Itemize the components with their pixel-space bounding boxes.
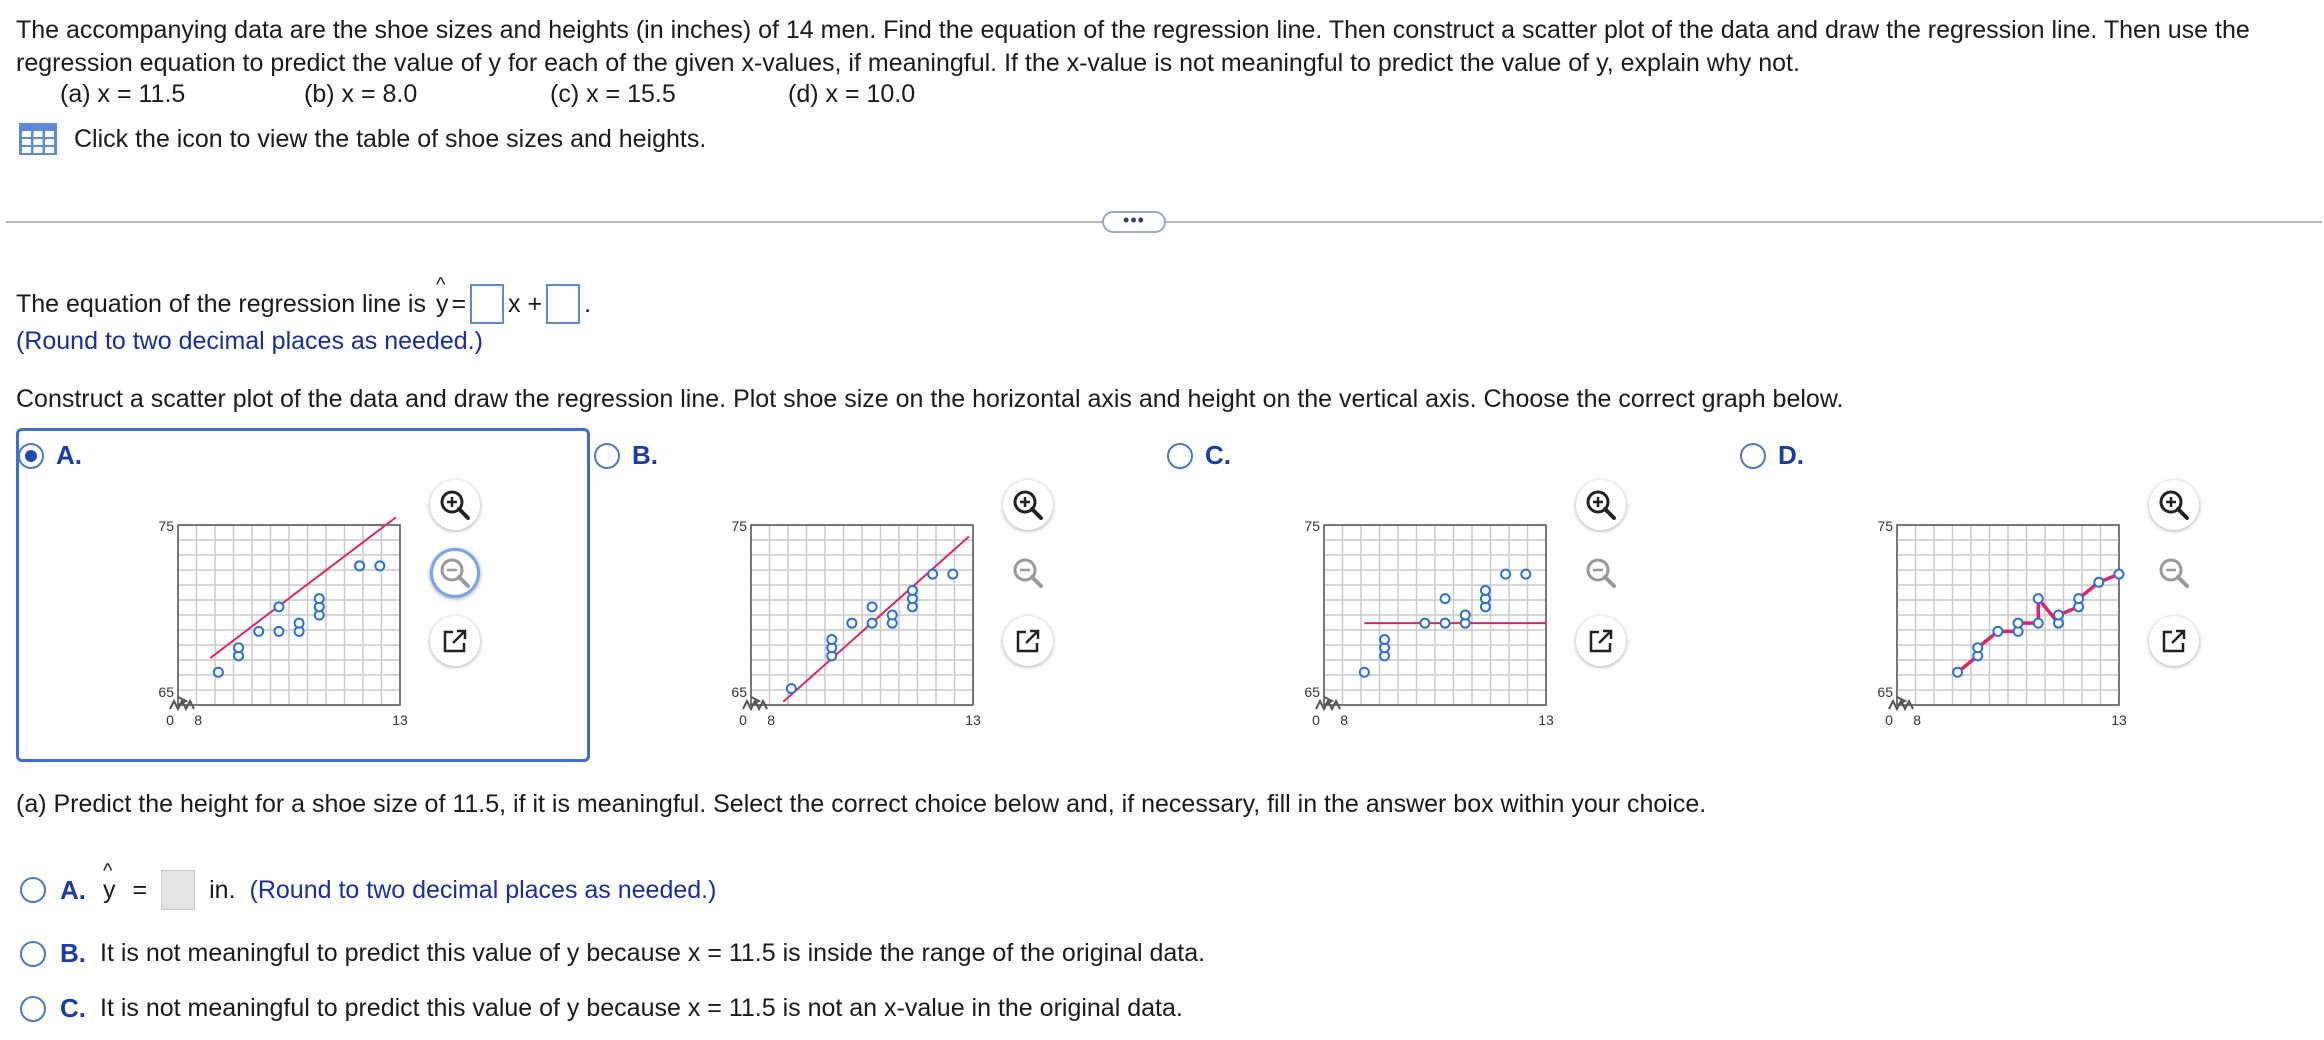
y-tick-label: 65	[731, 684, 747, 700]
data-point	[1380, 635, 1389, 644]
round-note: (Round to two decimal places as needed.)	[16, 327, 483, 355]
answer-radio-b[interactable]	[20, 941, 46, 967]
x-tick-label: 13	[2111, 712, 2127, 725]
equation-prefix: The equation of the regression line is	[16, 289, 426, 318]
x-tick-label: 0	[166, 712, 174, 725]
data-point	[1441, 594, 1450, 603]
external-link-icon[interactable]	[1003, 616, 1053, 666]
part-c-label: (c) x = 15.5	[550, 80, 676, 108]
answer-radio-c[interactable]	[20, 996, 46, 1022]
data-point	[315, 594, 324, 603]
data-point	[375, 561, 384, 570]
graph-choice-c[interactable]	[1167, 440, 1231, 471]
x-tick-label: 13	[965, 712, 981, 725]
data-point	[214, 668, 223, 677]
part-a-label: (a) x = 11.5	[60, 80, 186, 108]
x-tick-label: 8	[1913, 712, 1922, 725]
scatter-instructions: Construct a scatter plot of the data and draw the regression line. Plot shoe size on the horizontal axis and height on the vertical axis. Choose the correct graph below.	[16, 385, 1844, 413]
data-point	[1953, 668, 1962, 677]
zoom-in-icon[interactable]	[2149, 480, 2199, 530]
prediction-input[interactable]	[161, 870, 195, 910]
answer-b-letter: B.	[60, 938, 86, 968]
choice-a-letter: A.	[56, 440, 82, 470]
data-point	[2074, 594, 2083, 603]
zoom-out-icon[interactable]	[430, 548, 480, 598]
data-point	[868, 602, 877, 611]
table-link-text[interactable]: Click the icon to view the table of shoe sizes and heights.	[74, 124, 707, 153]
data-point	[355, 561, 364, 570]
answer-a-equals: =	[132, 875, 148, 904]
equation-end: .	[584, 289, 592, 318]
data-point	[234, 643, 243, 652]
choice-c-letter: C.	[1205, 440, 1231, 470]
graph-choice-b[interactable]	[594, 440, 658, 471]
data-point	[928, 570, 937, 579]
data-point	[1993, 627, 2002, 636]
answer-choice-a[interactable]	[20, 870, 716, 910]
y-tick-label: 75	[1304, 518, 1320, 534]
data-point	[1420, 619, 1429, 628]
data-point	[274, 627, 283, 636]
data-point	[1481, 586, 1490, 595]
data-point	[2115, 570, 2124, 579]
regression-equation	[16, 282, 591, 326]
data-point	[2054, 611, 2063, 620]
data-point	[1360, 668, 1369, 677]
zoom-in-icon[interactable]	[1576, 480, 1626, 530]
data-point	[2034, 619, 2043, 628]
scatter-graph-b	[723, 505, 993, 725]
data-point	[1461, 611, 1470, 620]
graph-choice-d[interactable]	[1740, 440, 1804, 471]
data-point	[295, 619, 304, 628]
data-point	[888, 611, 897, 620]
x-tick-label: 8	[1340, 712, 1349, 725]
data-point	[1501, 570, 1510, 579]
answer-c-text: It is not meaningful to predict this value of y because x = 11.5 is not an x-value in the original data.	[100, 994, 1183, 1022]
data-point	[908, 586, 917, 595]
data-point	[1441, 619, 1450, 628]
part-a-prompt: (a) Predict the height for a shoe size of 11.5, if it is meaningful. Select the correct choice below and, if necessary, fill in the answer box within your choice.	[16, 790, 1707, 818]
question-parts	[60, 80, 1160, 114]
data-point	[254, 627, 263, 636]
y-tick-label: 65	[1304, 684, 1320, 700]
x-tick-label: 13	[1538, 712, 1554, 725]
radio-c[interactable]	[1167, 443, 1193, 469]
part-b-label: (b) x = 8.0	[304, 80, 418, 108]
data-point	[2014, 619, 2023, 628]
data-point	[847, 619, 856, 628]
equation-equals: =	[451, 289, 467, 318]
data-point	[868, 619, 877, 628]
scatter-graph-c	[1296, 505, 1566, 725]
zoom-in-icon[interactable]	[1003, 480, 1053, 530]
zoom-out-icon[interactable]	[1576, 548, 1626, 598]
y-tick-label: 65	[1877, 684, 1893, 700]
slope-input[interactable]	[470, 284, 504, 324]
data-point	[1521, 570, 1530, 579]
answer-choice-b[interactable]	[20, 938, 1205, 969]
radio-b[interactable]	[594, 443, 620, 469]
equation-x-plus: x +	[508, 289, 543, 318]
more-button[interactable]: •••	[1102, 211, 1166, 233]
x-tick-label: 0	[1312, 712, 1320, 725]
intercept-input[interactable]	[546, 284, 580, 324]
radio-d[interactable]	[1740, 443, 1766, 469]
x-tick-label: 0	[739, 712, 747, 725]
y-tick-label: 65	[158, 684, 174, 700]
y-tick-label: 75	[731, 518, 747, 534]
answer-b-text: It is not meaningful to predict this value of y because x = 11.5 is inside the range of the original data.	[100, 939, 1206, 967]
scatter-graph-d	[1869, 505, 2139, 725]
question-text: The accompanying data are the shoe sizes and heights (in inches) of 14 men. Find the equation of the regression line. Then construct a scatter plot of the data and draw the regression line. Then use the regression equation to predict the value of y for each of the given x-values, if meaningful. If the x-value is not meaningful to predict the value of y, explain why not.	[16, 16, 2250, 77]
part-d-label: (d) x = 10.0	[788, 80, 916, 108]
answer-a-letter: A.	[60, 874, 86, 905]
zoom-out-icon[interactable]	[2149, 548, 2199, 598]
zoom-in-icon[interactable]	[430, 480, 480, 530]
x-tick-label: 8	[194, 712, 203, 725]
scatter-graph-a	[150, 505, 420, 725]
data-point	[274, 602, 283, 611]
x-tick-label: 0	[1885, 712, 1893, 725]
data-point	[787, 684, 796, 693]
external-link-icon[interactable]	[2149, 616, 2199, 666]
x-tick-label: 13	[392, 712, 408, 725]
answer-c-letter: C.	[60, 993, 86, 1023]
table-link[interactable]	[18, 120, 706, 158]
choice-b-letter: B.	[632, 440, 658, 470]
data-point	[1973, 643, 1982, 652]
data-point	[2094, 578, 2103, 587]
answer-radio-a[interactable]	[20, 877, 46, 903]
y-hat: ^ y	[433, 290, 452, 319]
answer-a-unit: in.	[209, 875, 236, 904]
answer-a-yhat: ^ y	[100, 876, 119, 905]
external-link-icon[interactable]	[1576, 616, 1626, 666]
data-point	[948, 570, 957, 579]
answer-choice-c[interactable]	[20, 993, 1183, 1024]
y-tick-label: 75	[158, 518, 174, 534]
regression-line	[210, 517, 396, 658]
zoom-out-icon[interactable]	[1003, 548, 1053, 598]
choice-d-letter: D.	[1778, 440, 1804, 470]
x-tick-label: 8	[767, 712, 776, 725]
data-point	[827, 635, 836, 644]
y-tick-label: 75	[1877, 518, 1893, 534]
external-link-icon[interactable]	[430, 616, 480, 666]
data-point	[2034, 594, 2043, 603]
table-icon[interactable]	[18, 122, 58, 156]
answer-a-note: (Round to two decimal places as needed.)	[249, 875, 717, 904]
regression-line	[783, 536, 969, 701]
